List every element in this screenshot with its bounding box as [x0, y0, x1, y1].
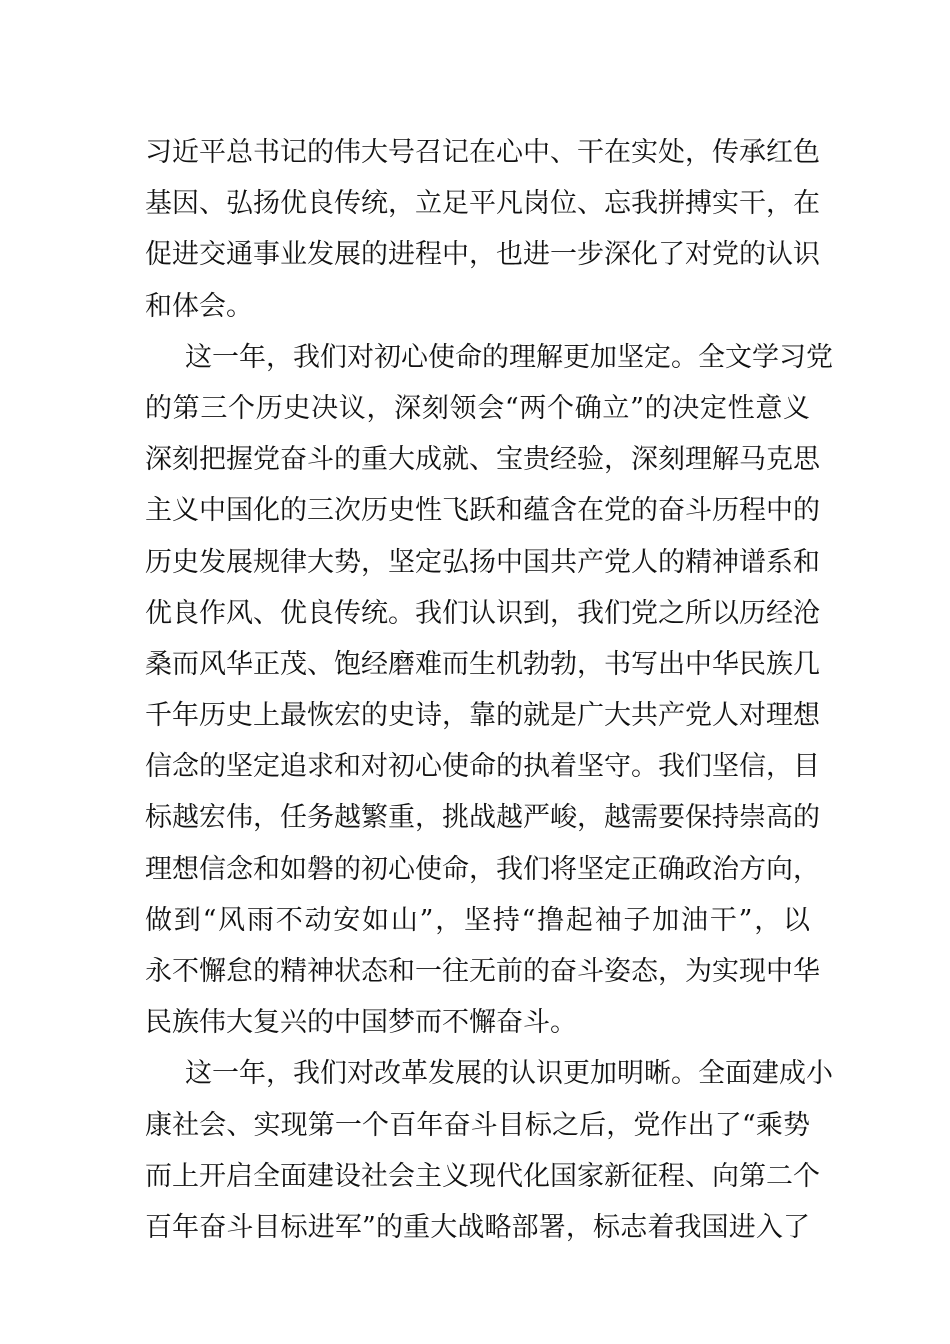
text-line: 民族伟大复兴的中国梦而不懈奋斗。 [145, 1007, 577, 1039]
paragraph-1 [145, 127, 820, 332]
text-line: 百年奋斗目标进军”的重大战略部署，标志着我国进入了 [145, 1211, 810, 1243]
text-line: 而上开启全面建设社会主义现代化国家新征程、向第二个 [145, 1160, 820, 1192]
text-line: 优良作风、优良传统。我们认识到，我们党之所以历经沧 [145, 597, 820, 629]
paragraph-2 [145, 332, 833, 1049]
text-line: 做到“风雨不动安如山”，坚持“撸起袖子加油干”，以 [145, 904, 810, 936]
text-line: 主义中国化的三次历史性飞跃和蕴含在党的奋斗历程中的 [145, 495, 820, 527]
text-line: 习近平总书记的伟大号召记在心中、干在实处，传承红色 [145, 137, 820, 168]
paragraph-3 [145, 1048, 833, 1253]
text-line: 历史发展规律大势，坚定弘扬中国共产党人的精神谱系和 [145, 546, 820, 578]
text-line: 这一年，我们对初心使命的理解更加坚定。全文学习党 [185, 341, 833, 373]
text-line: 千年历史上最恢宏的史诗，靠的就是广大共产党人对理想 [145, 700, 820, 732]
text-line: 的第三个历史决议，深刻领会“两个确立”的决定性意义 [145, 392, 810, 424]
text-line: 桑而风华正茂、饱经磨难而生机勃勃，书写出中华民族几 [145, 648, 820, 680]
text-line: 标越宏伟，任务越繁重，挑战越严峻，越需要保持崇高的 [145, 802, 820, 834]
text-line: 信念的坚定追求和对初心使命的执着坚守。我们坚信，目 [145, 751, 820, 783]
text-line: 永不懈怠的精神状态和一往无前的奋斗姿态，为实现中华 [145, 956, 820, 987]
text-line: 这一年，我们对改革发展的认识更加明晰。全面建成小 [185, 1058, 833, 1090]
text-line: 深刻把握党奋斗的重大成就、宝贵经验，深刻理解马克思 [145, 444, 820, 476]
text-line: 理想信念和如磐的初心使命，我们将坚定正确政治方向， [145, 853, 820, 885]
text-line: 基因、弘扬优良传统，立足平凡岗位、忘我拼搏实干，在 [145, 188, 820, 220]
text-line: 和体会。 [145, 290, 253, 322]
text-line: 促进交通事业发展的进程中，也进一步深化了对党的认识 [145, 239, 820, 271]
body-text [145, 127, 833, 1253]
text-line: 康社会、实现第一个百年奋斗目标之后，党作出了“乘势 [145, 1109, 810, 1141]
